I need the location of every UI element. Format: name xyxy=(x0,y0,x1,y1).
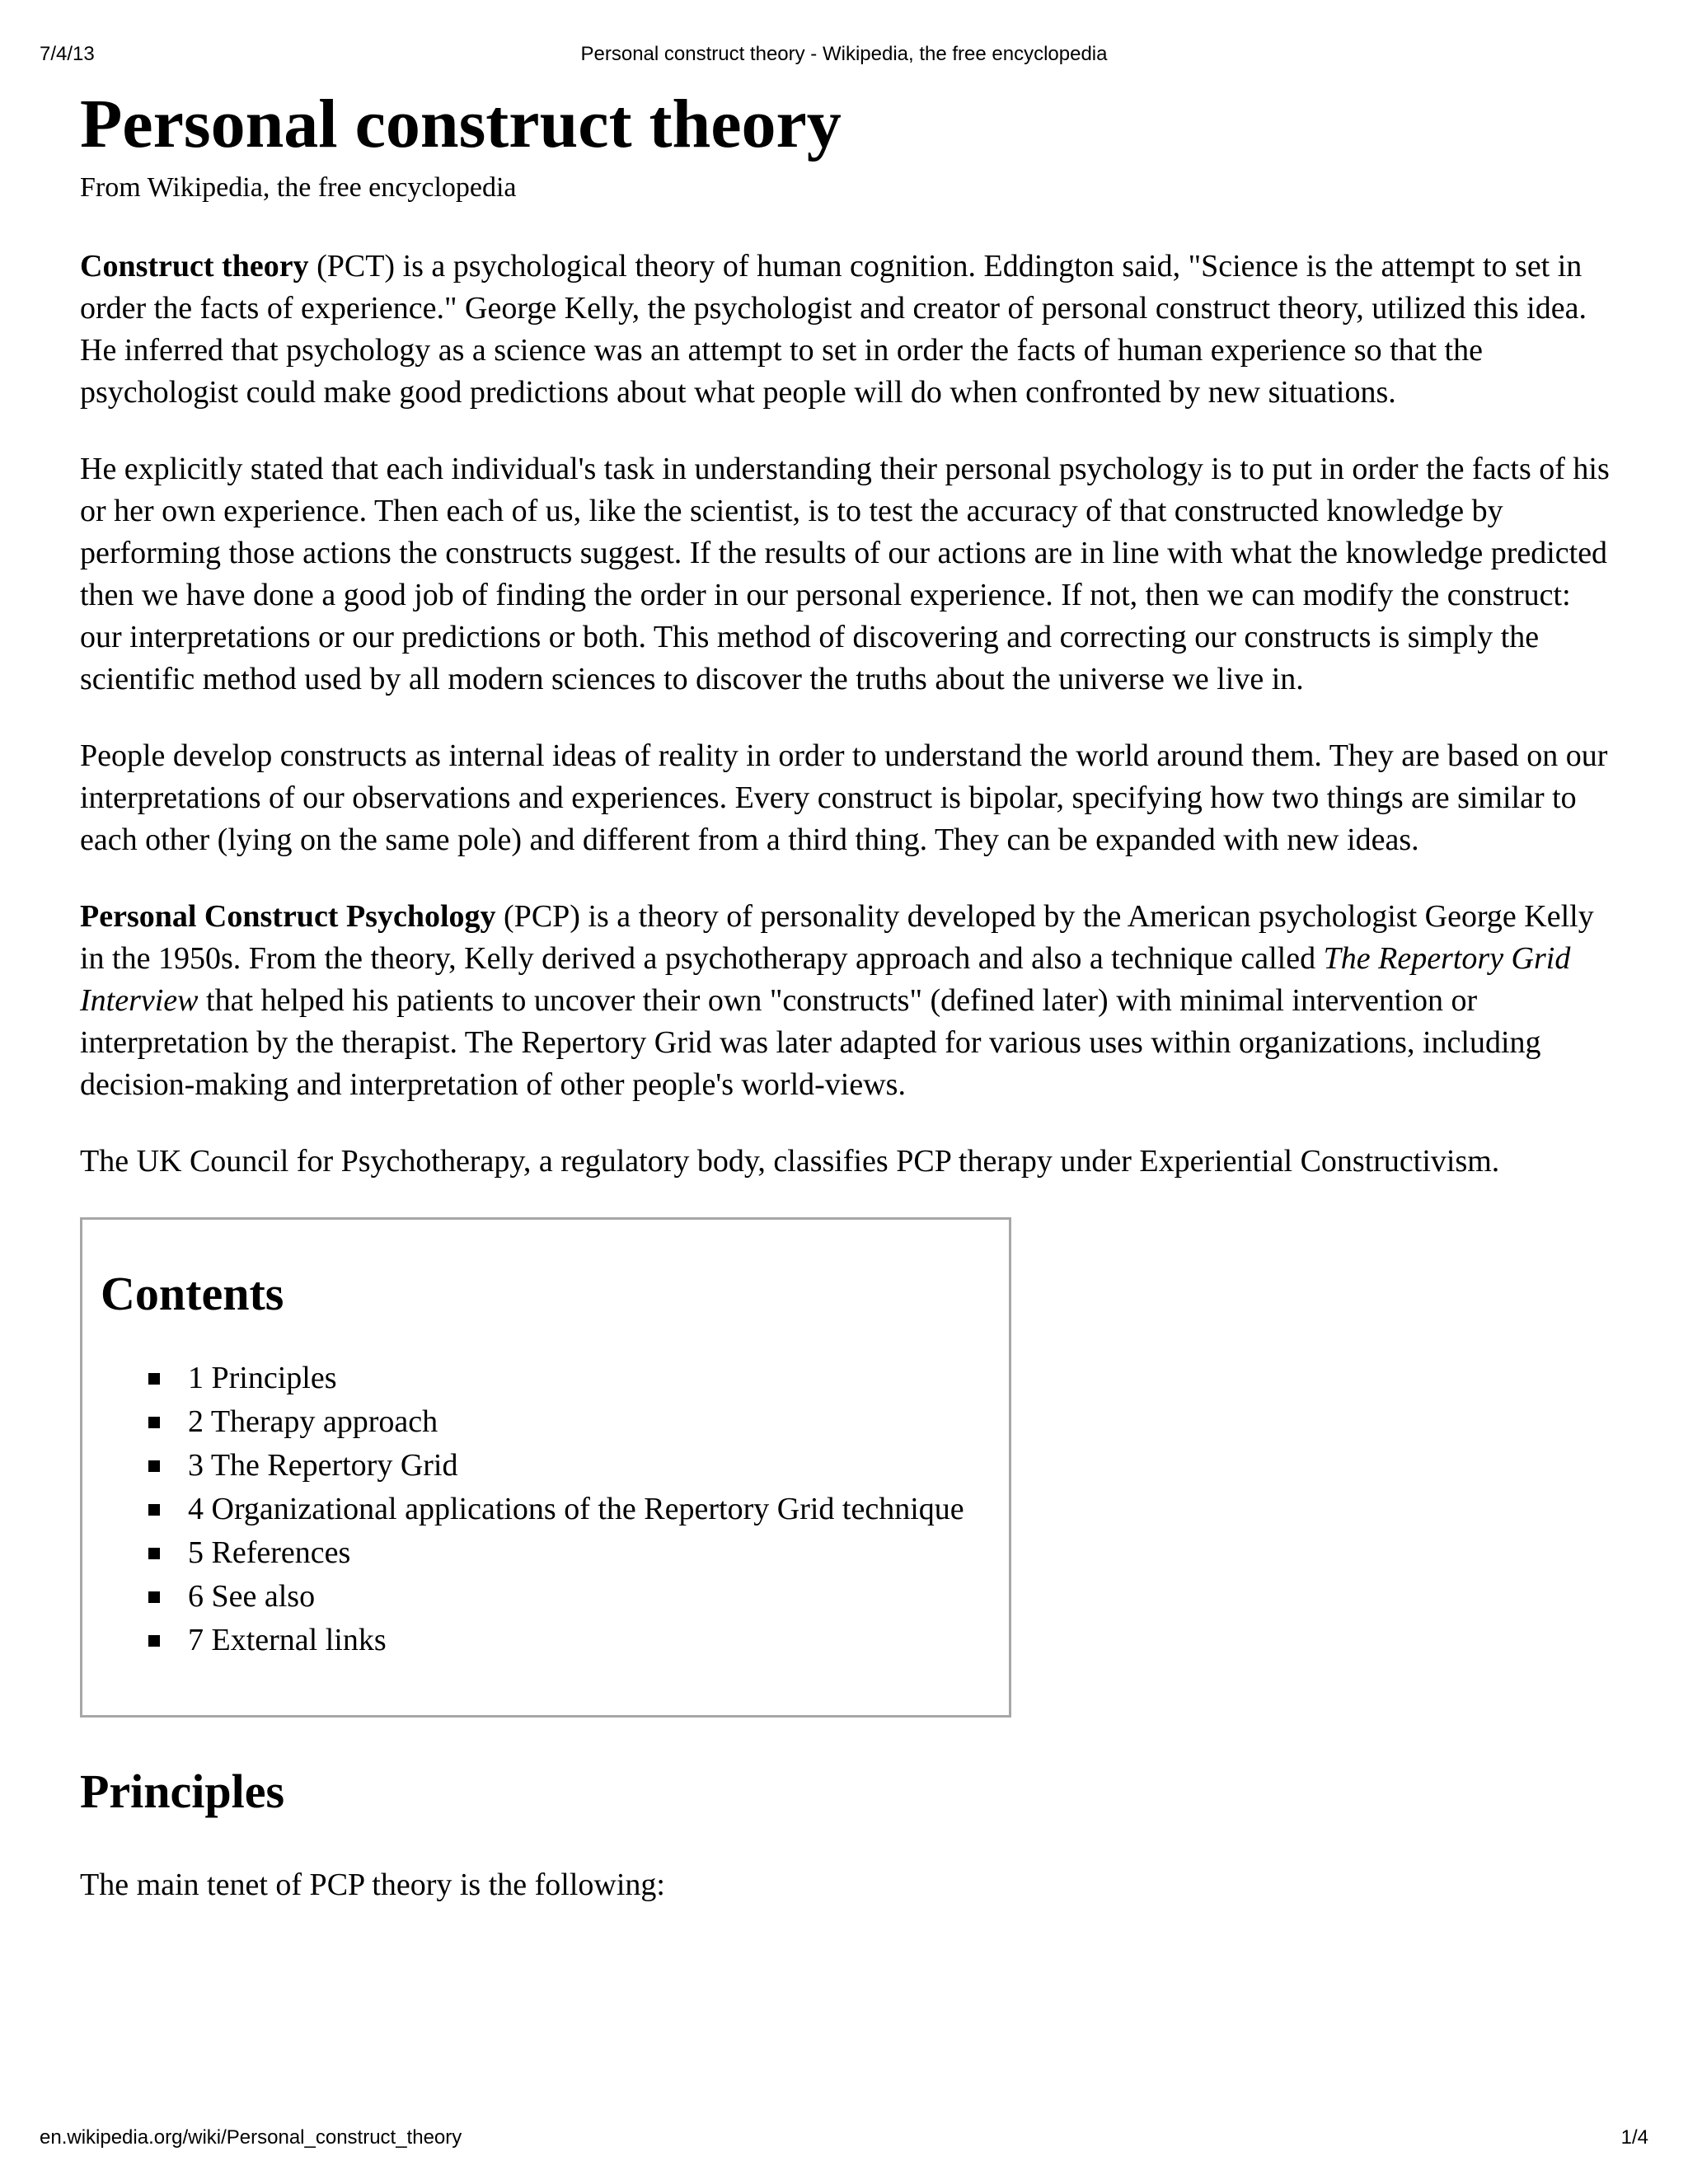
print-page-title: Personal construct theory - Wikipedia, the free encyclopedia xyxy=(580,43,1108,65)
paragraph-text: (PCP) is a theory of personality developed by the American psychologist George Kelly in the 1950s. From the theory, Kelly derived a psychotherapy approach and also a technique called xyxy=(80,899,1594,976)
intro-paragraph-1 xyxy=(80,246,1613,414)
toc-item-see-also[interactable] xyxy=(148,1575,1009,1619)
toc-item-label: 3 The Repertory Grid xyxy=(188,1448,458,1483)
bullet-icon xyxy=(148,1548,160,1559)
bullet-icon xyxy=(148,1504,160,1516)
term-pcp: Personal Construct Psychology xyxy=(80,899,496,934)
intro-paragraph-2: He explicitly stated that each individual's task in understanding their personal psychology is to put in order the facts of his or her own experience. Then each of us, like the scientist, is to test the accuracy of that constructed knowledge by performing those actions the constructs suggest. If the results of our actions are in line with what the knowledge predicted then we have done a good job of finding the order in our personal experience. If not, then we can modify the construct: our interpretations or our predictions or both. This method of discovering and correcting our constructs is simply the scientific method used by all modern sciences to discover the truths about the universe we live in. xyxy=(80,452,1610,696)
toc-item-repertory-grid[interactable] xyxy=(148,1444,1009,1488)
toc-item-references[interactable] xyxy=(148,1531,1009,1575)
print-date: 7/4/13 xyxy=(40,43,95,65)
toc-item-label: 7 External links xyxy=(188,1623,387,1657)
bullet-icon xyxy=(148,1417,160,1428)
table-of-contents xyxy=(80,1217,1011,1718)
site-tagline: From Wikipedia, the free encyclopedia xyxy=(80,172,517,203)
toc-item-label: 5 References xyxy=(188,1535,351,1570)
print-footer xyxy=(40,2126,1648,2159)
page-number: 1/4 xyxy=(1620,2126,1648,2149)
toc-item-label: 2 Therapy approach xyxy=(188,1404,438,1439)
toc-item-label: 6 See also xyxy=(188,1579,316,1614)
toc-item-external-links[interactable] xyxy=(148,1619,1009,1662)
article-content xyxy=(80,79,1613,1941)
intro-paragraph-4 xyxy=(80,896,1613,1106)
bullet-icon xyxy=(148,1460,160,1472)
intro-paragraph-5: The UK Council for Psychotherapy, a regulatory body, classifies PCP therapy under Experiential Constructivism. xyxy=(80,1144,1500,1179)
toc-item-label: 4 Organizational applications of the Repertory Grid technique xyxy=(188,1492,964,1526)
section-heading-principles: Principles xyxy=(80,1765,285,1818)
page-url: en.wikipedia.org/wiki/Personal_construct_theory xyxy=(40,2126,462,2149)
toc-item-label: 1 Principles xyxy=(188,1361,337,1395)
toc-item-organizational-applications[interactable] xyxy=(148,1488,1009,1531)
toc-list xyxy=(101,1357,1009,1662)
bullet-icon xyxy=(148,1373,160,1385)
toc-item-therapy-approach[interactable] xyxy=(148,1400,1009,1444)
print-header xyxy=(40,43,1648,76)
term-construct-theory: Construct theory xyxy=(80,249,309,284)
toc-title: Contents xyxy=(101,1267,284,1320)
page-title: Personal construct theory xyxy=(80,86,842,162)
intro-paragraph-3: People develop constructs as internal ideas of reality in order to understand the world around them. They are based on our interpretations of our observations and experiences. Every construct is bipolar, specifying how two things are similar to each other (lying on the same pole) and different from a third thing. They can be expanded with new ideas. xyxy=(80,738,1608,857)
paragraph-text: that helped his patients to uncover their own "constructs" (defined later) with minimal intervention or interpretation by the therapist. The Repertory Grid was later adapted for various uses within organizations, including decision-making and interpretation of other people's world-views. xyxy=(80,983,1541,1102)
term-repertory-grid: The Repertory Grid Interview xyxy=(80,941,1571,1018)
toc-item-principles[interactable] xyxy=(148,1357,1009,1400)
bullet-icon xyxy=(148,1635,160,1647)
principles-intro: The main tenet of PCP theory is the following: xyxy=(80,1868,665,1902)
bullet-icon xyxy=(148,1591,160,1603)
paragraph-text: (PCT) is a psychological theory of human cognition. Eddington said, "Science is the attempt to set in order the facts of experience." George Kelly, the psychologist and creator of personal construct theory, utilized this idea. He inferred that psychology as a science was an attempt to set in order the facts of human experience so that the psychologist could make good predictions about what people will do when confronted by new situations. xyxy=(80,249,1587,410)
